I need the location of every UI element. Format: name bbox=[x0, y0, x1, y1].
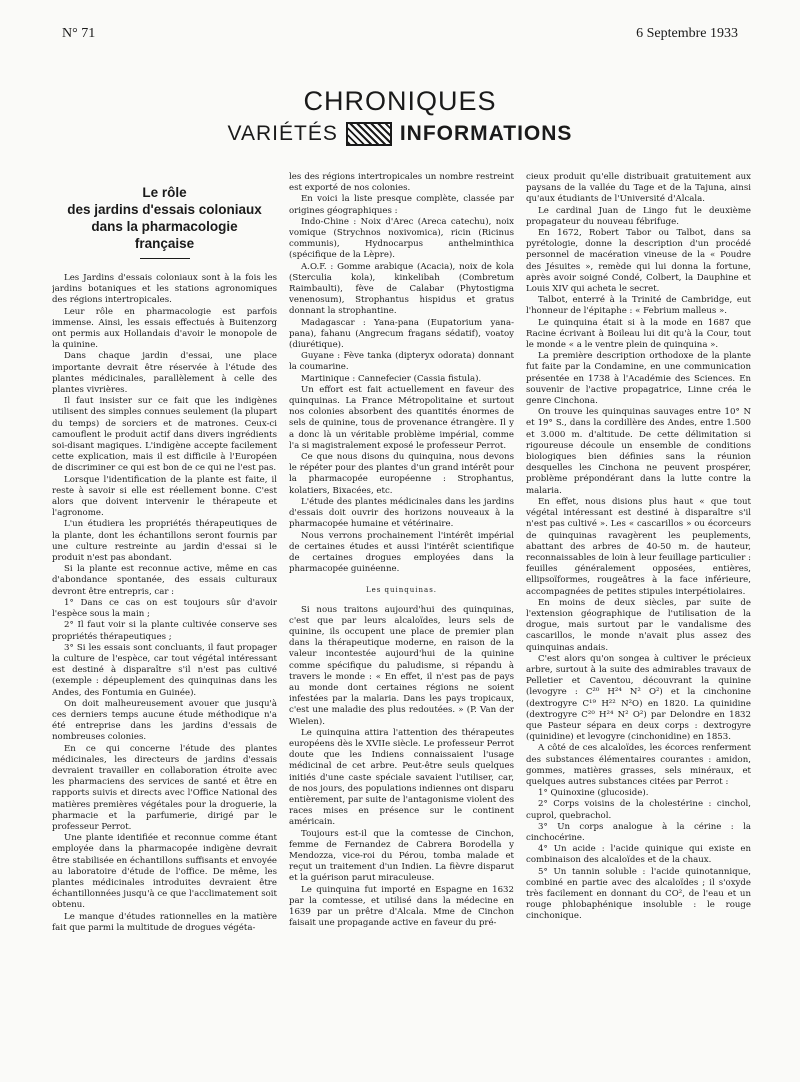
title-rule bbox=[140, 258, 190, 259]
paragraph: 1° Dans ce cas on est toujours sûr d'avoir l'espèce sous la main ; bbox=[52, 597, 277, 620]
paragraph: Lorsque l'identification de la plante est faite, il reste à savoir si elle est réellement bonne. C'est alors que doivent intervenir le thérapeute et l'agronome. bbox=[52, 474, 277, 519]
paragraph: Le quinquina fut importé en Espagne en 1632 par la comtesse, et utilisé dans la médecine en 1639 par un prêtre d'Alcala. Mme de Cinchon faisait une propagande active en faveur du pré- bbox=[289, 884, 514, 929]
paragraph: L'un étudiera les propriétés thérapeutiques de la plante, dont les échantillons seront fournis par une culture restreinte au jardin d'essai si le produit n'est pas abondant. bbox=[52, 519, 277, 564]
paragraph: En ce qui concerne l'étude des plantes médicinales, les directeurs de jardins d'essais devraient travailler en collaboration étroite avec les pharmaciens des services de santé et être en rapports suivis et directs avec l'Office National des matières premières végétales pour la droguerie, la pharmacie et la parfumerie, dirigé par le professeur Perrot. bbox=[52, 743, 277, 832]
paragraph: C'est alors qu'on songea à cultiver le précieux arbre, surtout à la suite des admirables travaux de Pelletier et Caventou, découvrant la quinine (levogyre : C²⁰ H²⁴ N² O²) et la cinchonine (dextrogyre C¹⁹ H²² N²O) en 1820. La quinidine (dextrogyre C²⁰ H²⁴ N² O²) par Delondre en 1832 que Pasteur sépara en deux corps : dextrogyre (quinidine) et levogyre (cinchonidine) en 1853. bbox=[526, 653, 751, 743]
section-heading: Les quinquinas. bbox=[365, 586, 438, 595]
page-header bbox=[62, 26, 738, 42]
paragraph: En 1672, Robert Tabor ou Talbot, dans sa pyrétologie, donne la description d'un procédé personnel de macération vineuse de la « Poudre des Jésuites », remède qui lui donna la fortune, après avoir soigné Condé, Colbert, la Dauphine et Louis XIV qui acheta le secret. bbox=[526, 228, 751, 295]
paragraph: Guyane : Fève tanka (dipteryx odorata) donnant la coumarine. bbox=[289, 351, 514, 373]
paragraph: cieux produit qu'elle distribuait gratuitement aux paysans de la vallée du Tage et de la Tajuna, ainsi qu'aux étudiants de l'Université d'Alcala. bbox=[526, 172, 751, 205]
article-title-line: Le rôle bbox=[142, 185, 187, 200]
paragraph: Nous verrons prochainement l'intérêt impérial de certaines études et aussi l'intérêt scientifique de certaines drogues employées dans la pharmacopée guinéenne. bbox=[289, 530, 514, 575]
issue-number: N° 71 bbox=[62, 26, 96, 41]
paragraph: Si la plante est reconnue active, même en cas d'abondance spontanée, des essais culturaux devront être entrepris, car : bbox=[52, 564, 277, 597]
masthead bbox=[0, 86, 800, 146]
paragraph: Martinique : Cannefecier (Cassia fistula). bbox=[301, 373, 482, 384]
paragraph: On doit malheureusement avouer que jusqu'à ces derniers temps aucune étude méthodique n'a été entreprise dans les jardins d'essais de nombreuses colonies. bbox=[52, 698, 277, 743]
article-title-line: des jardins d'essais coloniaux bbox=[67, 202, 262, 217]
article-columns bbox=[52, 172, 752, 1077]
masthead-right: INFORMATIONS bbox=[399, 122, 573, 145]
paragraph: Talbot, enterré à la Trinité de Cambridge, eut l'honneur de l'épitaphe : « Febrium malleus ». bbox=[526, 295, 751, 317]
paragraph: 2° Corps voisins de la cholestérine : cinchol, cuprol, quebrachol. bbox=[526, 799, 751, 821]
paragraph: Le quinquina était si à la mode en 1687 que Racine écrivant à Boileau lui dit qu'à la Cour, tout le monde « a le ventre plein de quinquina ». bbox=[526, 317, 751, 351]
paragraph: On trouve les quinquinas sauvages entre 10° N et 19° S., dans la cordillère des Andes, entre 1.500 et 3.000 m. d'altitude. De cette délimitation si rigoureuse découle un ensemble de conditions biologiques bien définies sans la réunion desquelles les Cinchona ne peuvent prospérer, problème prépondérant dans la lutte contre la malaria. bbox=[526, 407, 751, 496]
paragraph: Le quinquina attira l'attention des thérapeutes européens dès le XVIIe siècle. Le professeur Perrot doute que les Indiens connaissaient l'usage médicinal de cet arbre. Peut-être seuls quelques initiés d'une caste spéciale savaient l'utiliser, car, de nos jours, des populations indiennes ont disparu entièrement, par suite de l'antagonisme violent des races mises en présence sur le continent américain. bbox=[289, 727, 514, 828]
paragraph: Toujours est-il que la comtesse de Cinchon, femme de Fernandez de Cabrera Borodella y Mendozza, vice-roi du Pérou, tomba malade et reçut un traitement d'un Indien. La fièvre disparut et la guérison parut miraculeuse. bbox=[289, 828, 514, 884]
article-title bbox=[52, 184, 277, 259]
paragraph: Dans chaque jardin d'essai, une place importante devrait être réservée à l'étude des plantes médicinales, parallèlement à celle des plantes vivrières. bbox=[52, 351, 277, 396]
paragraph: 1° Quinoxine (glucoside). bbox=[538, 788, 649, 799]
article-title-line: dans la pharmacologie bbox=[91, 219, 238, 234]
column-1 bbox=[52, 172, 277, 1077]
masthead-title: CHRONIQUES bbox=[303, 86, 497, 116]
paragraph: Les Jardins d'essais coloniaux sont à la fois les jardins botaniques et les stations agronomiques des régions intertropicales. bbox=[52, 273, 277, 306]
paragraph: En voici la liste presque complète, classée par origines géographiques : bbox=[289, 194, 514, 216]
paragraph: Un effort est fait actuellement en faveur des quinquinas. La France Métropolitaine et surtout nos colonies absorbent des quantités énormes de sels de quinine, tous de provenance étrangère. Il y a donc là un véritable problème impérial, comme l'a si magistralement exposé le professeur Perrot. bbox=[289, 384, 514, 451]
paragraph: 4° Un acide : l'acide quinique qui existe en combinaison des alcaloïdes et de la chaux. bbox=[526, 844, 751, 866]
masthead-emblem-icon bbox=[346, 122, 392, 146]
paragraph: Une plante identifiée et reconnue comme étant employée dans la pharmacopée indigène devrait être stabilisée en échantillons suffisants et envoyée au laboratoire d'étude de l'office. De même, les plantes médicinales introduites devraient être échantillonnées jusqu'à ce que l'acclimatement soit obtenu. bbox=[52, 833, 277, 911]
paragraph: Madagascar : Yana-pana (Eupatorium yana-pana), fahanu (Angrecum fragans sédatif), voatoy (diurétique). bbox=[289, 317, 514, 351]
issue-date: 6 Septembre 1933 bbox=[636, 26, 738, 41]
paragraph: Ce que nous disons du quinquina, nous devons le répéter pour des plantes d'un grand intérêt pour la pharmacopée européenne : Strophantus, kolatiers, Bixacées, etc. bbox=[289, 452, 514, 496]
paragraph: En effet, nous disions plus haut « que tout végétal intéressant est destiné à disparaître s'il n'est pas cultivé ». Les « cascarillos » ou écorceurs de quinquinas ravagèrent les peuplements, abattant des arbres de 40-50 m. de hauteur, reconnaissables de loin à leur feuillage particulier : feuilles généralement opposées, entières, ellipsoïformes, rougeâtres à la face inférieure, accompagnées de petites stipules interpétiolaires. bbox=[526, 496, 751, 597]
paragraph: Leur rôle en pharmacologie est parfois immense. Ainsi, les essais effectués à Buitenzorg ont permis aux Hollandais d'avoir le monopole de la quinine. bbox=[52, 306, 277, 351]
paragraph: Le manque d'études rationnelles en la matière fait que parmi la multitude de drogues végéta- bbox=[52, 911, 277, 933]
paragraph: A côté de ces alcaloïdes, les écorces renferment des substances élémentaires courantes : amidon, gommes, matières grasses, sels minéraux, et quelques autres substances citées par Perrot : bbox=[526, 743, 751, 787]
paragraph: En moins de deux siècles, par suite de l'extension géographique de l'utilisation de la drogue, mais surtout par le vandalisme des cascarillos, le monde n'avait plus assez des quinquinas andais. bbox=[526, 597, 751, 653]
paragraph: A.O.F. : Gomme arabique (Acacia), noix de kola (Sterculia kola), kinkelibah (Combretum Raimbaulti), fève de Calabar (Phytostigma venenosum), Strophantus hispidus et gratus donnant la strophantine. bbox=[289, 261, 514, 317]
column-2 bbox=[289, 172, 514, 1077]
paragraph: Il faut insister sur ce fait que les indigènes utilisent des simples connues seulement (la plupart du temps) de sorciers et de matrones. Ceux-ci camouflent le produit actif dans divers ingrédients soi-disant magiques. L'indigène accepte facilement cette explication, mais il est difficile à l'Européen de discriminer ce qui est bon de ce qui ne l'est pas. bbox=[52, 396, 277, 474]
paragraph: 5° Un tannin soluble : l'acide quinotannique, combiné en partie avec des alcaloïdes ; il s'oxyde très facilement en donnant du CO², de l'eau et un rouge phlobaphénique insoluble : le rouge cinchonique. bbox=[526, 866, 751, 922]
masthead-subtitle bbox=[0, 122, 800, 146]
paragraph: 3° Si les essais sont concluants, il faut propager la culture de l'espèce, car tout végétal intéressant est destiné à disparaître s'il n'est pas cultivé (exemple : dépeuplement des quinquinas dans les Andes, des Fontumia en Guinée). bbox=[52, 642, 277, 698]
paragraph: 3° Un corps analogue à la cérine : la cinchocérine. bbox=[526, 821, 751, 843]
article-title-line: française bbox=[134, 236, 195, 251]
paragraph: les des régions intertropicales un nombre restreint est exporté de nos colonies. bbox=[289, 172, 514, 194]
paragraph: Indo-Chine : Noix d'Arec (Areca catechu), noix vomique (Strychnos noxivomica), ricin (Ricinus communis), Hydnocarpus anthelminthica (spécifique de la Lèpre). bbox=[289, 216, 514, 261]
paragraph: La première description orthodoxe de la plante fut faite par la Condamine, en une communication présentée en 1738 à l'Académie des Sciences. En souvenir de l'active propagatrice, Linne créa le genre Cinchona. bbox=[526, 351, 751, 407]
paragraph: 2° Il faut voir si la plante cultivée conserve ses propriétés thérapeutiques ; bbox=[52, 620, 277, 642]
paragraph: Si nous traitons aujourd'hui des quinquinas, c'est que par leurs alcaloïdes, leurs sels de quinine, ils occupent une place de premier plan dans la thérapeutique moderne, en raison de la valeur incontestée aujourd'hui de la quinine comme spécifique du paludisme, si répandu à travers le monde : « En effet, il n'est pas de pays au monde dont certaines régions ne soient infestées par la malaria. Dans les pays tropicaux, c'est une maladie des plus redoutées. » (P. Van der Wielen). bbox=[289, 604, 514, 727]
paragraph: L'étude des plantes médicinales dans les jardins d'essais doit ouvrir des horizons nouveaux à la pharmacopée humaine et vétérinaire. bbox=[289, 496, 514, 530]
paragraph: Le cardinal Juan de Lingo fut le deuxième propagateur du nouveau fébrifuge. bbox=[526, 205, 751, 227]
masthead-left: VARIÉTÉS bbox=[227, 122, 338, 145]
column-3 bbox=[526, 172, 751, 1077]
